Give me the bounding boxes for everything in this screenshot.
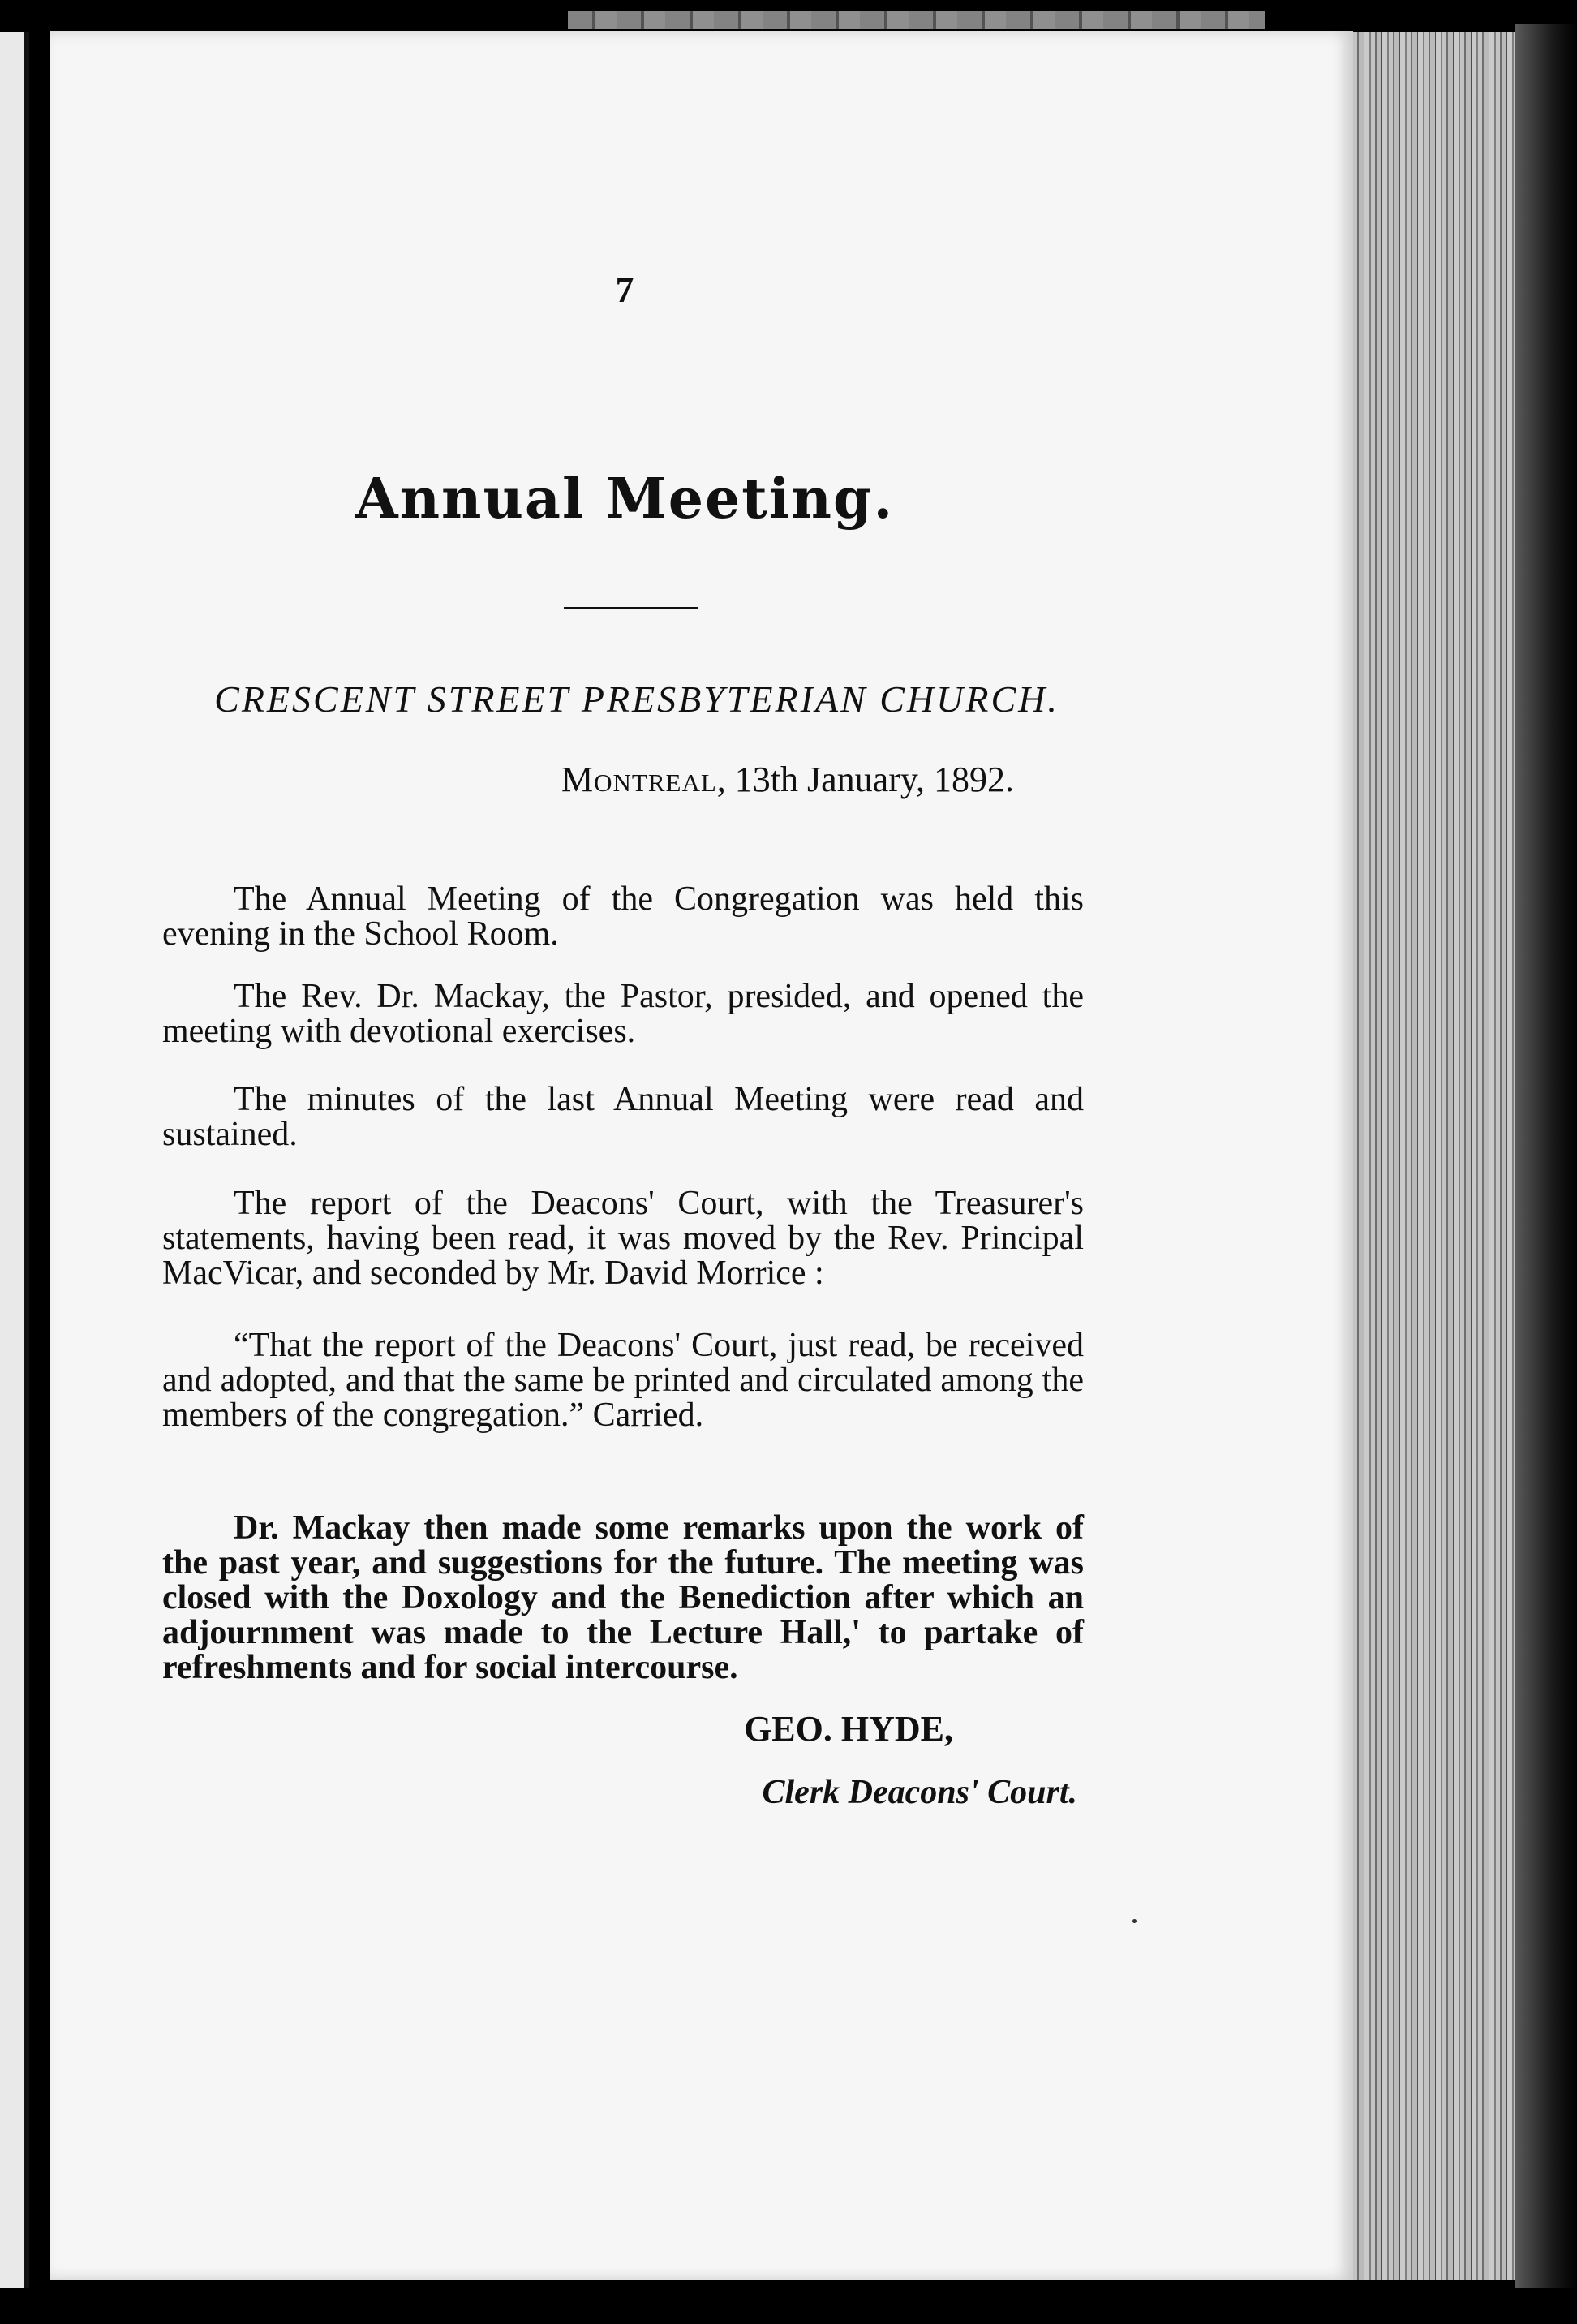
dateline-date: , 13th January, 1892. [716,760,1014,799]
paragraph-closing: Dr. Mackay then made some remarks upon the work of the past year, and suggestions for the future. The meeting was closed with the Doxology and the Benediction after which an adjournment was made to the Lecture Hall,' to partake of refreshments and for social intercourse. [162,1509,1084,1686]
paragraph-resolution: “That the report of the Deacons' Court, just read, be received and adopted, and that the same be printed and circulated among the members of the congregation.” Carried. [162,1327,1084,1434]
page-number: 7 [615,269,634,310]
ink-speck [1132,1919,1137,1923]
book-cover-edge [1515,24,1577,2288]
signature-name: GEO. HYDE, [744,1709,953,1749]
dateline-place: Montreal [561,760,717,799]
heading-rule [564,607,698,609]
page-heading: Annual Meeting. [355,467,895,532]
facing-page-edge [0,32,29,2288]
paragraph-meeting-held: The Annual Meeting of the Congregation was held this evening in the School Room. [162,880,1084,953]
paragraph-report-moved: The report of the Deacons' Court, with the Treasurer's statements, having been read, it was moved by the Rev. Principal MacVicar, and seconded by Mr. David Morrice : [162,1185,1084,1292]
paragraph-pastor-presided: The Rev. Dr. Mackay, the Pastor, presided, and opened the meeting with devotional exercises. [162,978,1084,1050]
church-name: CRESCENT STREET PRESBYTERIAN CHURCH. [214,678,1059,720]
paragraph-minutes: The minutes of the last Annual Meeting were read and sustained. [162,1081,1084,1153]
page-stack-edges [1353,32,1515,2280]
top-page-edges [568,11,1265,29]
page-sheet [50,31,1353,2280]
dateline [162,759,1014,800]
signature-title: Clerk Deacons' Court. [762,1774,1077,1811]
